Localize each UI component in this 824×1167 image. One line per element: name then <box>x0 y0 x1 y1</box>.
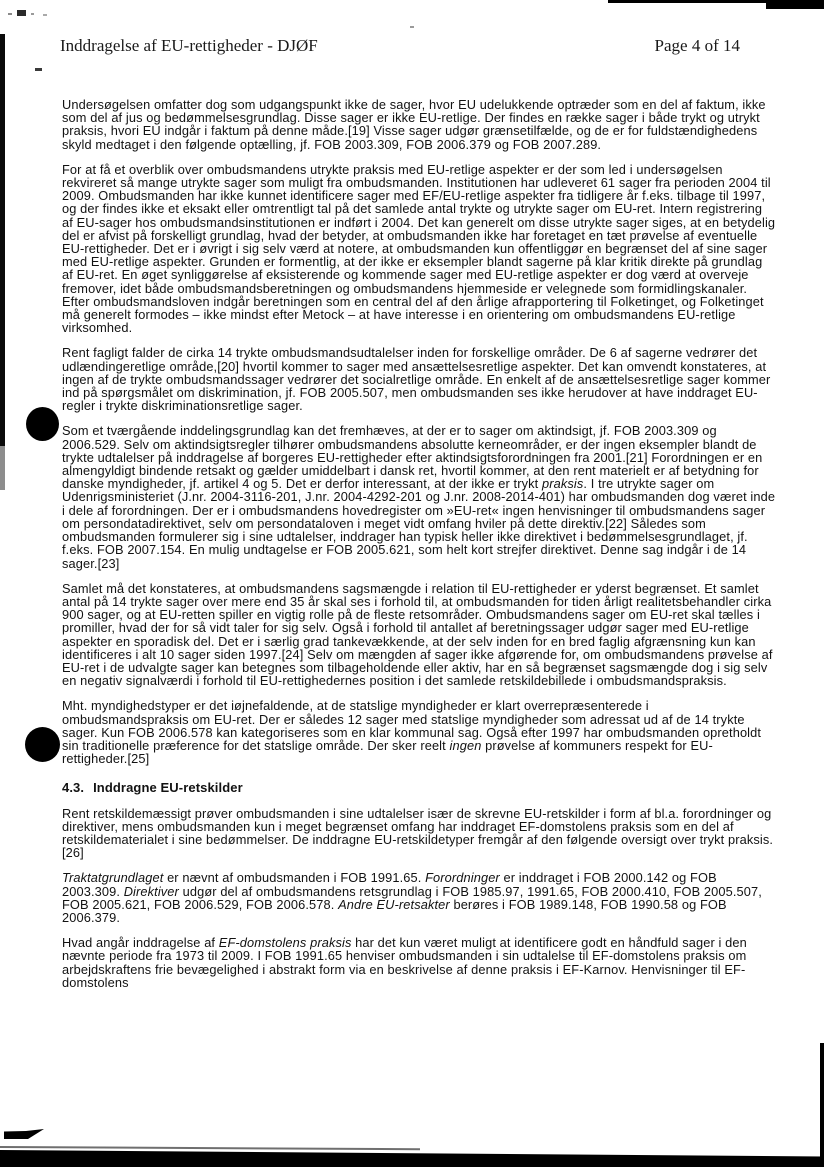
scan-dash-mark <box>35 68 42 71</box>
paragraph: Mht. myndighedstyper er det iøjnefaldende, at de statslige myndigheder er klart overrepræsenterede i ombudsmandspraksis om EU-ret. Der er således 12 sager med statslige myndigheder som adressat ud af de 14 trykte sager. Kun FOB 2006.578 kan kategoriseres som en klar kommunal sag. Også efter 1997 har ombudsmanden opretholdt sin traditionelle præference for det statslige område. Der sker reelt ingen prøvelse af kommuners respekt for EU-rettigheder.[25] <box>62 698 762 767</box>
page-number: Page 4 of 14 <box>654 36 740 55</box>
scan-speckle <box>17 10 26 16</box>
section-number: 4.3. <box>62 780 85 796</box>
scanner-edge-bottom-bar <box>0 1150 824 1167</box>
scan-speckle <box>8 13 12 15</box>
paragraph: Undersøgelsen omfatter dog som udgangspunkt ikke de sager, hvor EU udelukkende optræder som en del af faktum, ikke som del af jus og bedømmelsesgrundlag. Disse sager er ikke EU-retlige. Der findes en række sager i både trykt og utrykt praksis, hvori EU indgår i faktum på denne måde.[19] Visse sager udgør grænsetilfælde, og de er for fuldstændighedens skyld medtaget i den følgende optælling, jf. FOB 2003.309, FOB 2006.379 og FOB 2007.289. <box>62 97 766 152</box>
scanner-edge-left <box>0 34 5 446</box>
paragraph: Samlet må det konstateres, at ombudsmandens sagsmængde i relation til EU-rettigheder er yderst begrænset. Et samlet antal på 14 trykte sager over mere end 35 år skal ses i forhold til, at ombudsmanden for tiden årligt realitetsbehandler cirka 900 sager, og at EU-retten spiller en vigtig rolle på de fleste retsområder. Ombudsmandens sager om EU-ret skal tælles i promiller, hvad der for så vidt taler for sig selv. Også i forhold til antallet af beretningssager udgør sager med EU-retlige aspekter en sporadisk del. Det er i særlig grad tankevækkende, at der selv inden for en bred faglig afgrænsning kun kan identificeres i alt 10 sager siden 1997.[24] Selv om mængden af sager ikke afgørende for, om ombudsmandens prøvelse af EU-ret i de udvalgte sager kan betegnes som tilbageholdende eller aktiv, har en så begrænset sagsmængde dog i sig selv en negativ signalværdi i forhold til EU-rettighedernes position i det samlede retskildebillede i ombudsmandspraksis. <box>62 580 773 689</box>
section-heading <box>62 781 776 794</box>
paragraph: Hvad angår inddragelse af EF-domstolens praksis har det kun været muligt at identificere godt en håndfuld sager i den nævnte periode fra 1973 til 2009. I FOB 1991.65 henviser ombudsmanden i sin udtalelse til EF-domstolens praksis om arbejdskraftens frie bevægelighed i abstrakt form via en beskrivelse af denne praksis i EF-Karnov. Henvisninger til EF-domstolens <box>62 935 747 990</box>
paragraph: For at få et overblik over ombudsmandens utrykte praksis med EU-retlige aspekter er der som led i undersøgelsen rekvireret så mange utrykte sager som muligt fra ombudsmanden. Institutionen har udleveret 61 sager fra perioden 2004 til 2009. Ombudsmanden har ikke kunnet identificere sager med EF/EU-retlige aspekter fra tidligere år f.eks. tilbage til 1997, og der findes ikke et eksakt eller omtrentligt tal på det samlede antal trykte og utrykte sager om EU-ret. Intern registrering af EU-sager hos ombudsmandsinstitutionen er indført i 2004. Det kan generelt om disse utrykte sager siges, at en betydelig del er afvist på forskelligt grundlag, hvad der betyder, at ombudsmanden ikke har foretaget en tæt prøvelse af eventuelle EU-rettigheder. Det er i øvrigt i sig selv værd at notere, at ombudsmanden kun offentliggør en begrænset del af sine sager med EU-retlige aspekter. Grunden er formentlig, at der ikke er eksempler blandt sagerne på klar kritik direkte på grundlag af EU-ret. En øget synliggørelse af eksisterende og kommende sager med EU-retlige aspekter er dog værd at overveje fremover, idet både ombudsmandsberetningen og ombudsmandens hjemmeside er velegnede som formidlingskanaler. Efter ombudsmandsloven indgår beretningen som en central del af den årlige afrapportering til Folketinget, og Folketinget må generelt formodes – ikke mindst efter Metock – at have interesse i en orientering om ombudsmandens EU-retlige virksomhed. <box>62 161 776 336</box>
paragraph: Rent fagligt falder de cirka 14 trykte ombudsmandsudtalelser inden for forskellige områder. De 6 af sagerne vedrører det udlændingeretlige område,[20] hvortil kommer to sager med ansættelsesretlige aspekter. Det kan omvendt konstateres, at ingen af de trykte ombudsmandssager vedrører det socialretlige område. En enkelt af de ansættelsesretlige sager kommer ind på spørgsmålet om diskrimination, jf. FOB 2005.507, men ombudsmanden ses ikke herudover at have inddraget EU-regler i trykte diskriminationsretlige sager. <box>62 345 771 414</box>
scan-speckle <box>31 13 34 15</box>
scanner-edge-top-corner <box>766 0 824 9</box>
hole-punch-mark <box>25 727 60 762</box>
scan-speckle <box>43 14 47 16</box>
scan-mark-bottom-left <box>4 1129 44 1139</box>
page-header <box>60 36 740 56</box>
paragraph: Som et tværgående inddelingsgrundlag kan det fremhæves, at der er to sager om aktindsigt, jf. FOB 2003.309 og 2006.529. Selv om aktindsigtsregler tilhører ombudsmandens absolutte kerneområder, er der ingen eksempler blandt de trykte udtalelser på inddragelse af borgeres EU-rettigheder efter aktindsigtsforordningen fra 2001.[21] Forordningen er en almengyldigt bindende retsakt og gælder umiddelbart i dansk ret, hvortil kommer, at den rent materielt er af betydning for danske myndigheder, jf. artikel 4 og 5. Det er derfor interessant, at der ikke er trykt praksis. I tre utrykte sager om Udenrigsministeriet (J.nr. 2004-3116-201, J.nr. 2004-4292-201 og J.nr. 2008-2014-401) har ombudsmanden dog været inde i dele af forordningen. Der er i ombudsmandens hovedregister om »EU-ret« ingen henvisninger til ombudsmandens sager om persondatadirektivet, selv om persondataloven i meget vidt omfang hviler på dette direktiv.[22] Således som ombudsmanden formulerer sig i sine udtalelser, inddrager han typisk heller ikke direktivet i bedømmelsesgrundlaget, jf. f.eks. FOB 2007.154. En mulig undtagelse er FOB 2005.621, som helt kort strejfer direktivet. Denne sag indgår i de 14 sager.[23] <box>62 423 776 571</box>
scanner-edge-left-fade <box>0 446 5 490</box>
scan-speckle <box>410 26 414 28</box>
section-title: Inddragne EU-retskilder <box>93 780 243 796</box>
document-body <box>62 98 776 1001</box>
scanner-edge-right <box>820 1043 824 1167</box>
document-title: Inddragelse af EU-rettigheder - DJØF <box>60 36 318 55</box>
paragraph: Traktatgrundlaget er nævnt af ombudsmanden i FOB 1991.65. Forordninger er inddraget i FOB 2000.142 og FOB 2003.309. Direktiver udgør del af ombudsmandens retsgrundlag i FOB 1985.97, 1991.65, FOB 2000.410, FOB 2005.507, FOB 2005.621, FOB 2006.529, FOB 2006.578. Andre EU-retsakter berøres i FOB 1989.148, FOB 1990.58 og FOB 2006.379. <box>62 870 762 925</box>
paragraph: Rent retskildemæssigt prøver ombudsmanden i sine udtalelser især de skrevne EU-retskilder i form af bl.a. forordninger og direktiver, mens ombudsmanden kun i meget begrænset omfang har inddraget EF-domstolens praksis som en del af retskildematerialet i sine bedømmelser. De inddragne EU-retskildetyper fremgår af den følgende oversigt over trykt praksis.[26] <box>62 805 774 861</box>
hole-punch-mark <box>26 407 59 441</box>
